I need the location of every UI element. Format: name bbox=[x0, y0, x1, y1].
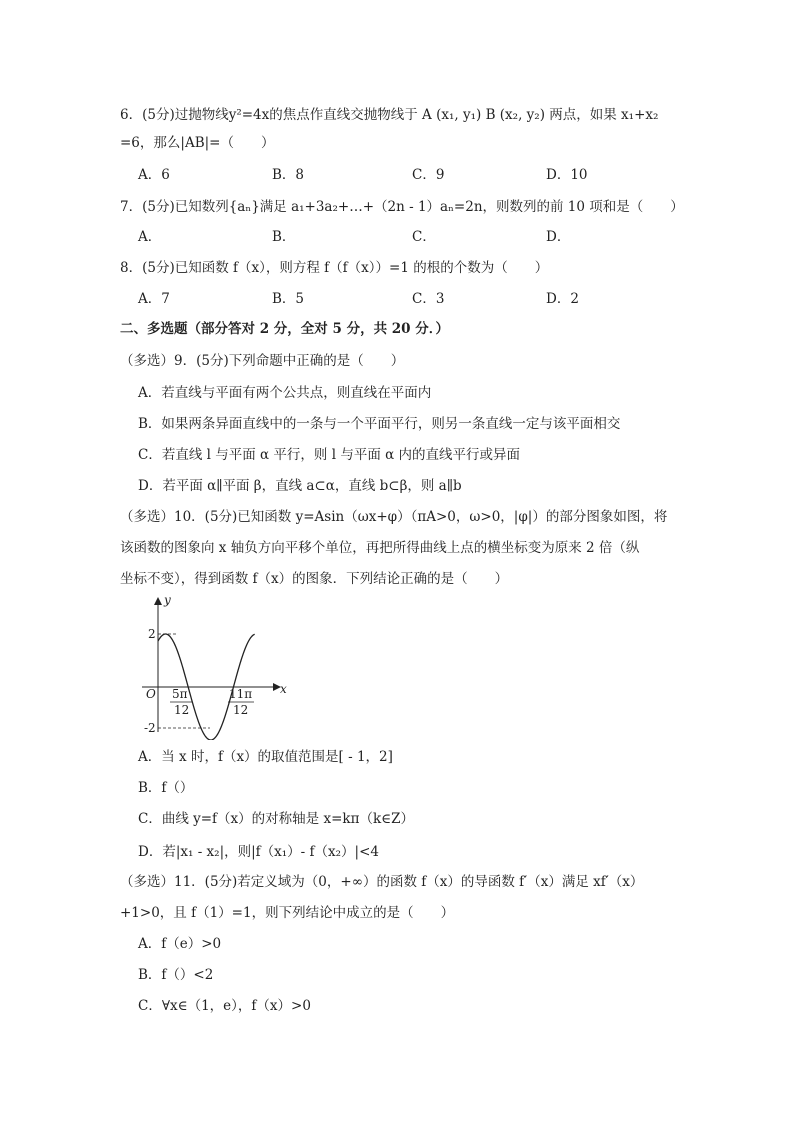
q8-option-c: C．3 bbox=[412, 291, 445, 307]
origin-label: O bbox=[146, 687, 156, 701]
q11-stem-line2: +1>0，且 f（1）=1，则下列结论中成立的是（ ） bbox=[120, 905, 455, 921]
tick1-denominator: 12 bbox=[174, 703, 190, 717]
y-top-label: 2 bbox=[148, 627, 156, 641]
q6-option-c: C．9 bbox=[412, 167, 445, 183]
q7-option-b: B． bbox=[272, 229, 296, 245]
y-axis-label: y bbox=[164, 593, 171, 607]
q7-option-c: C． bbox=[412, 229, 436, 245]
section-heading: 二、多选题（部分答对 2 分，全对 5 分，共 20 分．） bbox=[120, 321, 450, 337]
q11-option-c: C．∀x∈（1，e），f（x）>0 bbox=[138, 998, 311, 1014]
q10-stem-line1: （多选）10．(5分)已知函数 y=Asin（ωx+φ）（πA>0，ω>0，|φ|）的部分图象如图，将 bbox=[120, 509, 668, 525]
q10-option-d: D．若|x₁ - x₂|，则|f（x₁）- f（x₂）|<4 bbox=[138, 844, 380, 860]
q6-option-d: D．10 bbox=[546, 167, 588, 183]
y-bottom-label: -2 bbox=[144, 721, 156, 735]
q9-option-c: C．若直线 l 与平面 α 平行，则 l 与平面 α 内的直线平行或异面 bbox=[138, 447, 521, 463]
q6-stem-line1: 6．(5分)过抛物线y²=4x的焦点作直线交抛物线于 A (x₁, y₁) B (x₂, y₂) 两点，如果 x₁+x₂ bbox=[120, 107, 659, 123]
q7-stem: 7．(5分)已知数列{aₙ}满足 a₁+3a₂+…+（2n - 1）aₙ=2n，则数列的前 10 项和是（ ） bbox=[120, 199, 684, 215]
q8-option-a: A．7 bbox=[138, 291, 170, 307]
q10-stem-line2: 该函数的图象向 x 轴负方向平移个单位，再把所得曲线上点的横坐标变为原来 2 倍（纵 bbox=[120, 540, 640, 556]
tick2-numerator: 11π bbox=[229, 687, 253, 701]
x-axis-label: x bbox=[280, 682, 287, 696]
q6-option-a: A．6 bbox=[138, 167, 170, 183]
q11-stem-line1: （多选）11．(5分)若定义域为（0，+∞）的函数 f（x）的导函数 f′（x）满足 xf′（x） bbox=[120, 874, 644, 890]
q11-option-b: B．f（）<2 bbox=[138, 967, 214, 983]
q8-option-b: B．5 bbox=[272, 291, 305, 307]
q8-stem: 8．(5分)已知函数 f（x），则方程 f（f（x））=1 的根的个数为（ ） bbox=[120, 260, 549, 276]
q9-stem: （多选）9．(5分)下列命题中正确的是（ ） bbox=[120, 353, 405, 369]
sine-graph bbox=[130, 590, 300, 740]
q9-option-b: B．如果两条异面直线中的一条与一个平面平行，则另一条直线一定与该平面相交 bbox=[138, 416, 621, 432]
tick1-numerator: 5π bbox=[172, 687, 188, 701]
q7-option-d: D． bbox=[546, 229, 571, 245]
tick2-denominator: 12 bbox=[233, 703, 249, 717]
q6-option-b: B．8 bbox=[272, 167, 305, 183]
q7-option-a: A． bbox=[138, 229, 162, 245]
q9-option-a: A．若直线与平面有两个公共点，则直线在平面内 bbox=[138, 385, 432, 401]
q6-stem-line2: =6，那么|AB|=（ ） bbox=[120, 135, 275, 151]
q11-option-a: A．f（e）>0 bbox=[138, 936, 222, 952]
q10-stem-line3: 坐标不变），得到函数 f（x）的图象．下列结论正确的是（ ） bbox=[120, 571, 509, 587]
q8-option-d: D．2 bbox=[546, 291, 579, 307]
q10-option-b: B．f（） bbox=[138, 780, 194, 796]
q10-option-c: C．曲线 y=f（x）的对称轴是 x=kπ（k∈Z） bbox=[138, 811, 414, 827]
q10-option-a: A．当 x 时，f（x）的取值范围是[ - 1，2] bbox=[138, 749, 393, 765]
q9-option-d: D．若平面 α∥平面 β，直线 a⊂α，直线 b⊂β，则 a∥b bbox=[138, 478, 462, 494]
